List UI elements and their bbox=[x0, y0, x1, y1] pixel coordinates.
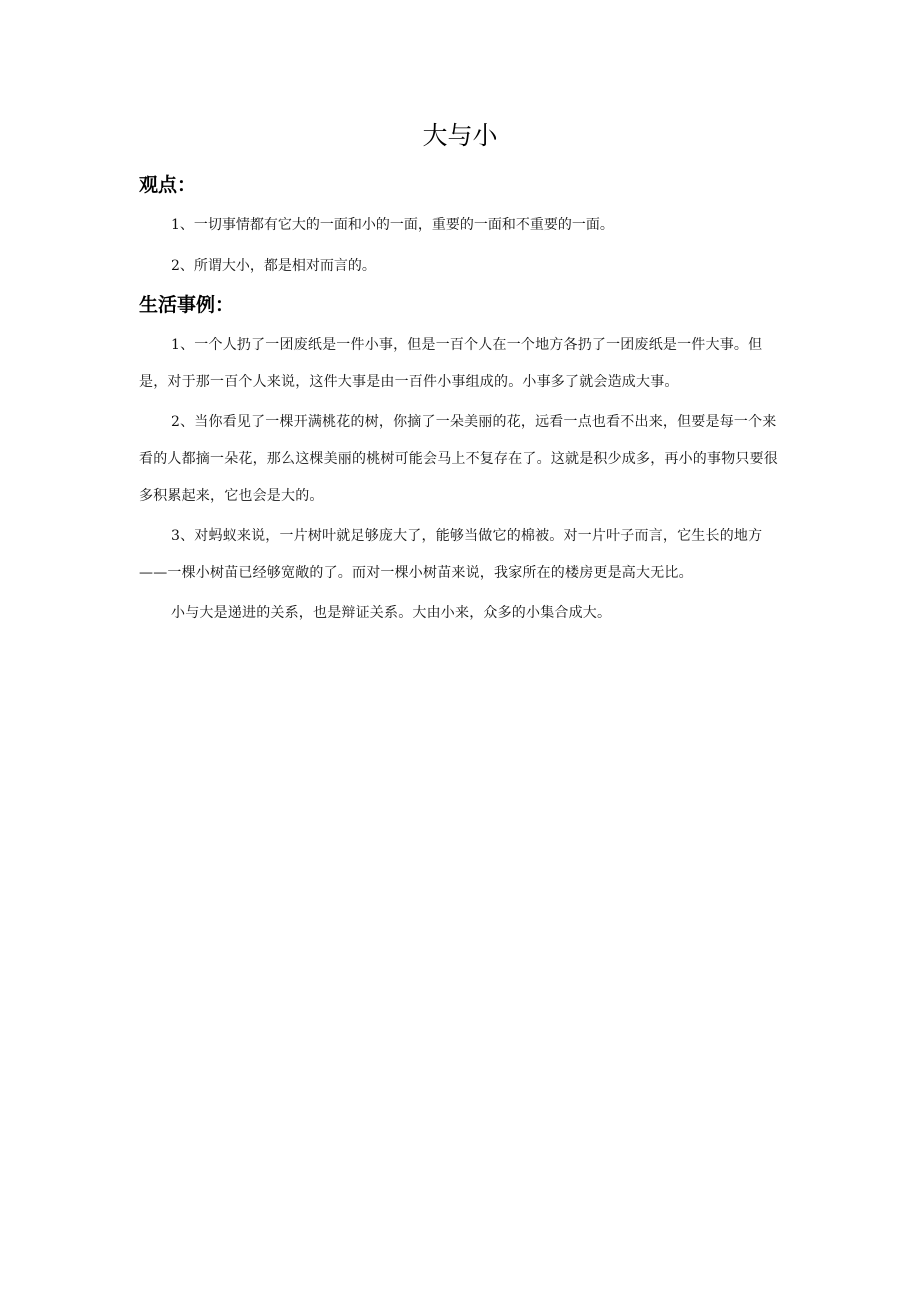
conclusion-paragraph: 小与大是递进的关系，也是辩证关系。大由小来，众多的小集合成大。 bbox=[171, 605, 612, 621]
viewpoint-item: 1、一切事情都有它大的一面和小的一面，重要的一面和不重要的一面。 bbox=[171, 217, 614, 233]
examples-list bbox=[139, 327, 783, 632]
document-title: 大与小 bbox=[422, 121, 498, 150]
examples-heading: 生活事例： bbox=[139, 294, 235, 316]
example-paragraph: 2、当你看见了一棵开满桃花的树，你摘了一朵美丽的花，远看一点也看不出来，但要是每一个来看的人都摘一朵花，那么这棵美丽的桃树可能会马上不复存在了。这就是积少成多，再小的事物只要很多积累起来，它也会是大的。 bbox=[139, 414, 778, 504]
viewpoint-item: 2、所谓大小，都是相对而言的。 bbox=[171, 258, 376, 274]
viewpoints-list bbox=[139, 207, 783, 285]
example-paragraph: 1、一个人扔了一团废纸是一件小事，但是一百个人在一个地方各扔了一团废纸是一件大事。但是，对于那一百个人来说，这件大事是由一百件小事组成的。小事多了就会造成大事。 bbox=[139, 337, 763, 390]
viewpoints-heading: 观点： bbox=[139, 174, 197, 196]
example-paragraph: 3、对蚂蚁来说，一片树叶就足够庞大了，能够当做它的棉被。对一片叶子而言，它生长的地方——一棵小树苗已经够宽敞的了。而对一棵小树苗来说，我家所在的楼房更是高大无比。 bbox=[139, 528, 763, 581]
